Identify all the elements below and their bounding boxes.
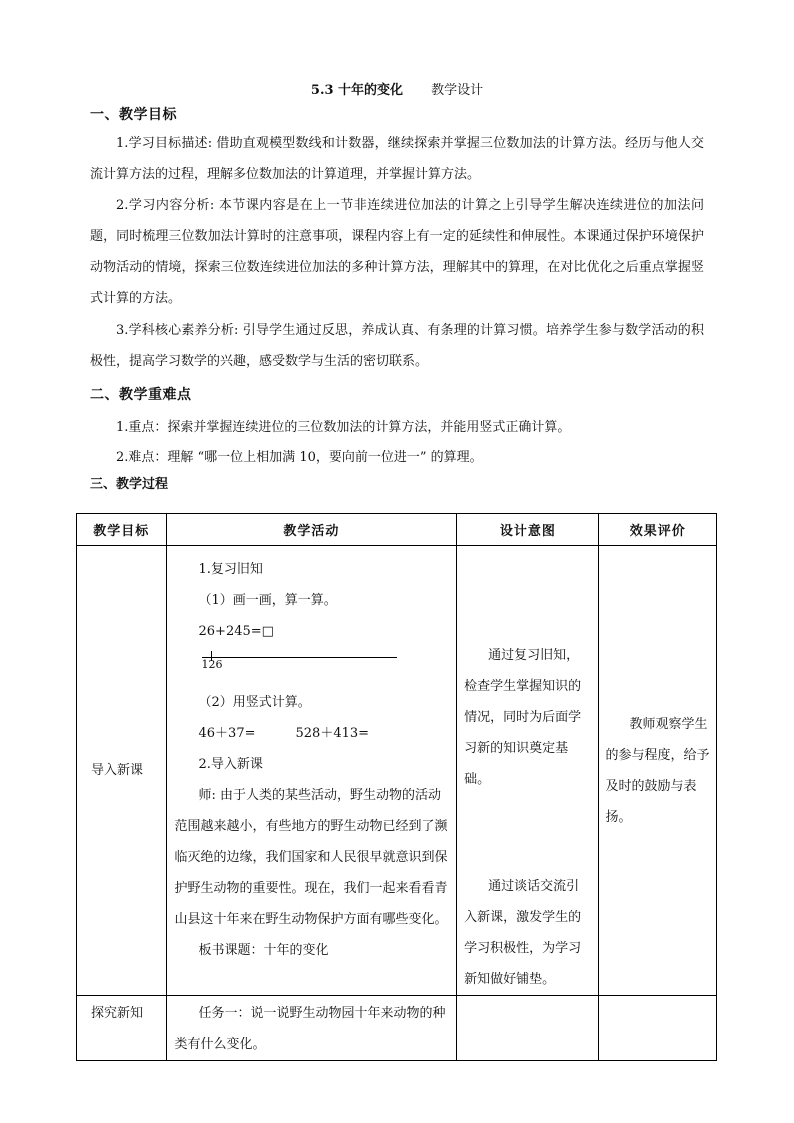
number-line-axis xyxy=(202,657,397,658)
table-row xyxy=(77,996,717,1061)
header-intent: 设计意图 xyxy=(457,514,599,546)
goal-intro: 导入新课 xyxy=(91,763,144,778)
activity-board-title: 板书课题：十年的变化 xyxy=(198,943,329,958)
table-row xyxy=(77,546,717,996)
evaluation-cell xyxy=(599,546,717,996)
header-activity: 教学活动 xyxy=(166,514,457,546)
number-line xyxy=(199,647,449,687)
activity-vertical: （2）用竖式计算。 xyxy=(198,695,311,710)
intent-cell xyxy=(457,996,599,1061)
evaluation-cell xyxy=(599,996,717,1061)
difficult-point: 2.难点：理解 “哪一位上相加满 10，要向前一位进一” 的算理。 xyxy=(116,450,483,465)
activity-exercises xyxy=(175,718,449,749)
activity-task1: 任务一：说一说野生动物园十年来动物的种类有什么变化。 xyxy=(174,1006,446,1052)
exercise-2: 528＋413= xyxy=(295,726,370,741)
activity-content xyxy=(167,546,457,966)
section-heading-goals: 一、教学目标 xyxy=(90,107,177,123)
goal-cell xyxy=(77,546,167,996)
goal-cell xyxy=(77,996,167,1061)
title-suffix: 教学设计 xyxy=(431,83,484,98)
activity-cell xyxy=(166,546,457,996)
intent-cell xyxy=(457,546,599,996)
exercise-1: 46＋37= xyxy=(198,726,256,741)
teaching-process-table xyxy=(76,513,717,1061)
title-lesson: 5.3 十年的变化 xyxy=(310,83,404,98)
paragraph-literacy-analysis: 3.学科核心素养分析: 引导学生通过反思，养成认真、有条理的计算习惯。培养学生参与数学活动的积极性，提高学习数学的兴趣，感受数学与生活的密切联系。 xyxy=(90,323,704,369)
activity-teacher-talk: 师: 由于人类的某些活动，野生动物的活动范围越来越小，有些地方的野生动物已经到了濒临灭绝的边缘，我们国家和人民很早就意识到保护野生动物的重要性。现在，我们一起来看看青山县这十年来在野生动物保护方面有哪些变化。 xyxy=(174,788,448,927)
activity-cell xyxy=(166,996,457,1061)
activity-review: 1.复习旧知 xyxy=(198,562,263,577)
activity-draw: （1）画一画，算一算。 xyxy=(198,593,337,608)
header-evaluation: 效果评价 xyxy=(599,514,717,546)
evaluation-text: 教师观察学生的参与程度，给予及时的鼓励与表扬。 xyxy=(605,716,710,825)
number-line-wrap xyxy=(175,647,449,687)
activity-intro: 2.导入新课 xyxy=(198,757,263,772)
paragraph-goal-description: 1.学习目标描述: 借助直观模型数线和计数器，继续探索并掌握三位数加法的计算方法。经历与他人交流计算方法的过程，理解多位数加法的计算道理，并掌握计算方法。 xyxy=(90,136,704,182)
table-header-row xyxy=(77,514,717,546)
activity-equation: 26+245=□ xyxy=(198,624,274,639)
document-title xyxy=(0,79,794,98)
intent-intro: 通过谈话交流引入新课，激发学生的学习积极性，为学习新知做好铺垫。 xyxy=(464,879,582,987)
goal-explore: 探究新知 xyxy=(91,1006,144,1021)
paragraph-content-analysis: 2.学习内容分析: 本节课内容是在上一节非连续进位加法的计算之上引导学生解决连续进位的加法问题，同时梳理三位数加法计算时的注意事项，课程内容上有一定的延续性和伸展性。本课通过保护环境保护动物活动的情境，探索三位数连续进位加法的多种计算方法，理解其中的算理，在对比优化之后重点掌握竖式计算的方法。 xyxy=(90,198,704,306)
intent-review: 通过复习旧知，检查学生掌握知识的情况，同时为后面学习新的知识奠定基础。 xyxy=(464,648,582,787)
header-goal: 教学目标 xyxy=(77,514,167,546)
key-point: 1.重点：探索并掌握连续进位的三位数加法的计算方法，并能用竖式正确计算。 xyxy=(116,420,571,435)
number-line-label: 126 xyxy=(201,658,223,671)
section-heading-process: 三、教学过程 xyxy=(90,477,169,492)
section-heading-key-points: 二、教学重难点 xyxy=(90,387,192,403)
